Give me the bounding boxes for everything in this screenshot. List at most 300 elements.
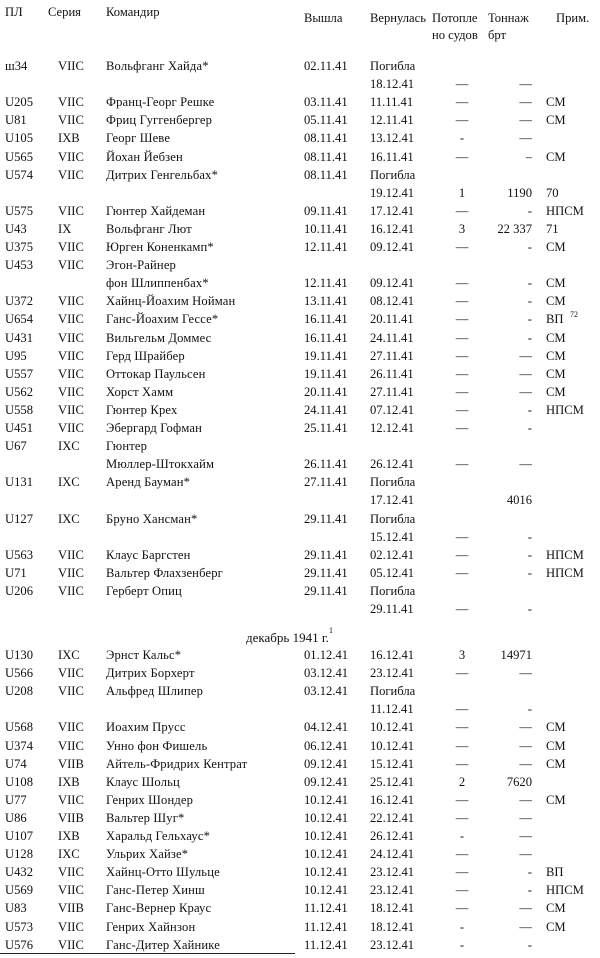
cell-ton: - [527,529,532,544]
table-row [0,292,600,310]
cell-sunk: — [455,77,469,92]
table-row [0,166,600,184]
cell-ser: VIIC [58,258,84,273]
cell-pl: U575 [5,203,33,218]
table-row [0,437,600,455]
cell-cmd: Франц-Георг Решке [106,95,215,110]
cell-ret: 18.12.41 [370,77,415,92]
cell-out: 29.11.41 [304,511,348,526]
cell-pl: U107 [5,829,33,843]
table-row [0,256,600,274]
cell-out: 10.11.41 [304,221,348,236]
table-row [0,93,600,111]
cell-cmd: Генрих Шондер [106,792,194,807]
cell-sunk: — [455,366,469,381]
cell-ton: — [519,113,532,128]
cell-ton: — [519,366,532,381]
cell-ton: — [519,457,532,472]
cell-sunk: — [455,402,469,417]
cell-cmd: Эрнст Кальс* [106,648,182,662]
cell-ret: 26.11.41 [370,366,414,381]
cell-out: 02.11.41 [304,59,348,73]
cell-pl: U43 [5,221,27,236]
table-row [0,473,600,491]
cell-out: 10.12.41 [304,792,349,807]
cell-note: СМ [546,113,566,128]
table-row [0,491,600,509]
header-commander: Командир [106,5,160,19]
cell-note: НПСМ [546,547,584,562]
cell-pl: U208 [5,684,33,699]
cell-cmd: Вальтер Флахзенберг [106,565,223,580]
cell-ser: IXC [58,475,80,490]
cell-ret: 25.12.41 [370,774,415,789]
cell-ret: 27.11.41 [370,348,414,363]
cell-ser: VIIC [58,240,84,254]
cell-ret: Погибла [370,684,416,699]
cell-pl: U81 [5,113,27,128]
cell-sunk: — [455,529,469,544]
table-row [0,238,600,256]
cell-sunk: - [459,131,465,146]
cell-out: 10.12.41 [304,865,349,880]
cell-ton: 7620 [506,774,532,789]
cell-out: 09.12.41 [304,774,349,789]
cell-cmd: Эбергард Гофман [106,421,202,435]
cell-out: 29.11.41 [304,565,348,580]
header-pl: ПЛ [5,5,23,19]
cell-ret: 18.12.41 [370,919,415,934]
cell-cmd: Айтель-Фридрих Кентрат [106,756,248,771]
cell-sunk: — [455,149,469,164]
cell-ser: VIIC [58,720,84,735]
cell-out: 10.12.41 [304,829,349,843]
cell-note: СМ [546,901,566,916]
cell-ser: VIIB [58,901,84,916]
cell-ret: 19.12.41 [370,185,415,200]
cell-sunk: — [455,312,469,327]
table-row [0,329,600,347]
table-row [0,546,600,564]
cell-ser: VIIC [58,95,84,110]
table-row [0,863,600,881]
table-row [0,755,600,773]
cell-cmd: Ульрих Хайзе* [106,847,189,862]
cell-ret: 15.12.41 [370,756,415,771]
table-row [0,184,600,202]
cell-cmd: Ганс-Дитер Хайнике [106,937,220,952]
table-row [0,528,600,546]
cell-note: 70 [546,185,559,200]
cell-ton: - [527,330,532,345]
cell-ton: — [519,348,532,363]
cell-note: СМ [546,384,566,399]
cell-note: СМ [546,738,566,753]
cell-sunk: — [455,457,469,472]
cell-ret: 20.11.41 [370,312,414,327]
cell-pl: U576 [5,937,33,952]
cell-ret: 10.12.41 [370,738,415,753]
cell-sunk: — [455,294,469,309]
cell-ret: 05.12.41 [370,565,415,580]
cell-out: 19.11.41 [304,348,348,363]
cell-ret: 26.12.41 [370,457,415,472]
cell-ser: VIIC [58,919,84,934]
cell-ret: 22.12.41 [370,810,415,825]
cell-ton: - [527,602,532,616]
header-series: Серия [48,5,81,19]
cell-ret: 27.11.41 [370,384,414,399]
cell-ton: - [527,937,532,952]
cell-cmd: Генрих Хайнзон [106,919,196,934]
cell-sunk: — [455,240,469,254]
cell-pl: U95 [5,348,27,363]
cell-ser: VIIC [58,330,84,345]
cell-ser: VIIC [58,883,84,898]
cell-note: 71 [546,221,559,236]
cell-ser: VIIC [58,312,84,327]
cell-out: 05.11.41 [304,113,348,128]
cell-ton: - [527,312,532,327]
cell-ret: 11.11.41 [370,95,414,110]
cell-ser: IXC [58,847,80,862]
table-row [0,202,600,220]
table-row [0,646,600,664]
cell-cmd: фон Шлиппенбах* [106,276,209,291]
cell-pl: U451 [5,421,33,435]
cell-ret: 29.11.41 [370,602,414,616]
cell-ret: 24.11.41 [370,330,414,345]
cell-out: 16.11.41 [304,312,348,327]
cell-ser: IX [58,221,72,236]
table-row [0,310,600,328]
cell-cmd: Йохан Йебзен [106,149,183,164]
cell-sunk: — [455,738,469,753]
cell-out: 06.12.41 [304,738,349,753]
cell-ton: — [519,829,532,843]
cell-sunk: — [455,720,469,735]
cell-ret: 23.12.41 [370,865,415,880]
cell-ton: - [527,276,532,291]
cell-sunk: — [455,95,469,110]
cell-sunk: — [455,421,469,435]
table-row [0,148,600,166]
cell-note: СМ [546,95,566,110]
table-row [0,881,600,899]
cell-ton: - [527,565,532,580]
cell-pl: U128 [5,847,33,862]
cell-cmd: Вальтер Шуг* [106,810,185,825]
cell-pl: U374 [5,738,33,753]
cell-cmd: Альфред Шлипер [106,684,204,699]
cell-sunk: — [455,547,469,562]
table-row [0,111,600,129]
table-row [0,718,600,736]
cell-out: 16.11.41 [304,330,348,345]
table-row [0,347,600,365]
cell-out: 25.11.41 [304,421,348,435]
cell-ser: VIIC [58,421,84,435]
cell-ton: - [527,421,532,435]
cell-out: 26.11.41 [304,457,348,472]
cell-cmd: Вольфганг Лют [106,221,192,236]
cell-pl: U375 [5,240,33,254]
cell-ret: Погибла [370,583,416,598]
cell-ret: 16.11.41 [370,149,414,164]
cell-ton: — [519,792,532,807]
table-row [0,57,600,75]
cell-note: ВП [546,865,564,880]
cell-ret: 09.12.41 [370,240,415,254]
cell-ton: - [527,865,532,880]
cell-ret: 18.12.41 [370,901,415,916]
cell-sunk: - [459,937,465,952]
cell-ser: VIIC [58,565,84,580]
cell-note: НПСМ [546,565,584,580]
cell-ton: — [519,720,532,735]
cell-ser: IXB [58,131,80,146]
table-row [0,510,600,528]
cell-cmd: Герберт Опиц [106,583,182,598]
cell-ret: 16.12.41 [370,792,415,807]
cell-pl: U105 [5,131,33,146]
cell-cmd: Харальд Гельхаус* [106,829,211,843]
cell-note: СМ [546,330,566,345]
cell-ton: 1190 [507,185,532,200]
cell-pl: U71 [5,565,27,580]
cell-cmd: Унно фон Фишель [106,738,208,753]
cell-ton: — [519,95,532,110]
cell-sunk: — [455,756,469,771]
cell-sunk: - [459,919,465,934]
cell-ret: Погибла [370,59,416,73]
cell-pl: U432 [5,865,33,880]
table-row [0,845,600,863]
cell-ret: 12.12.41 [370,421,415,435]
cell-ton: — [519,77,532,92]
cell-sunk: — [455,865,469,880]
cell-cmd: Вильгельм Доммес [106,330,212,345]
table-row [0,918,600,936]
cell-ret: 16.12.41 [370,648,415,662]
cell-note: СМ [546,348,566,363]
cell-pl: U557 [5,366,33,381]
cell-ser: VIIC [58,738,84,753]
cell-pl: U205 [5,95,33,110]
cell-note: СМ [546,756,566,771]
cell-cmd: Георг Шеве [106,131,171,146]
cell-out: 03.11.41 [304,95,348,110]
cell-ret: 13.12.41 [370,131,415,146]
cell-out: 12.11.41 [304,240,348,254]
table-row [0,383,600,401]
header-note: Прим. [556,11,590,25]
cell-note: ВП [546,312,564,327]
cell-ton: - [527,294,532,309]
cell-cmd: Клаус Шольц [106,774,180,789]
table-row [0,129,600,147]
cell-ton: - [527,402,532,417]
header-returned: Вернулась [370,11,426,25]
cell-cmd: Гюнтер Хайдеман [106,203,206,218]
header-sunk: Потоплено судов [432,11,478,42]
cell-ser: VIIC [58,167,84,182]
table-row [0,401,600,419]
table-row [0,700,600,718]
cell-sunk: — [455,810,469,825]
cell-cmd: Гюнтер [106,439,148,454]
cell-cmd: Хайнц-Отто Шульце [106,865,220,880]
cell-sunk: — [455,666,469,681]
cell-cmd: Хайнц-Йоахим Нойман [106,294,236,309]
cell-note: НПСМ [546,203,584,218]
cell-sunk: — [455,602,469,616]
cell-ser: VIIC [58,366,84,381]
cell-note: СМ [546,366,566,381]
cell-ser: VIIC [58,384,84,399]
cell-note: СМ [546,240,566,254]
cell-out: 13.11.41 [304,294,348,309]
cell-ret: 17.12.41 [370,493,415,508]
cell-note: СМ [546,919,566,934]
cell-out: 03.12.41 [304,666,349,681]
cell-ret: 16.12.41 [370,221,415,236]
cell-sunk: — [455,792,469,807]
table-row [0,75,600,93]
cell-ton: - [527,203,532,218]
cell-pl: U131 [5,475,33,490]
table-row [0,936,600,954]
cell-ton: — [519,738,532,753]
cell-pl: U206 [5,583,33,598]
cell-pl: U568 [5,720,33,735]
cell-ser: IXC [58,439,80,454]
cell-out: 10.12.41 [304,810,349,825]
cell-ret: 09.12.41 [370,276,415,291]
cell-ret: 10.12.41 [370,720,415,735]
table-row [0,899,600,917]
section-title: декабрь 1941 г.$^1$ [246,626,333,645]
cell-ret: 11.12.41 [370,702,414,717]
cell-out: 11.12.41 [304,919,348,934]
cell-note: СМ [546,276,566,291]
cell-out: 01.12.41 [304,648,349,662]
cell-cmd: Ганс-Вернер Краус [106,901,212,916]
table-row [0,773,600,791]
cell-ret: 23.12.41 [370,883,415,898]
cell-ser: VIIC [58,203,84,218]
cell-note: СМ [546,294,566,309]
cell-cmd: Мюллер-Штокхайм [106,457,215,472]
table-row [0,737,600,755]
cell-ret: 07.12.41 [370,402,415,417]
cell-ser: VIIC [58,547,84,562]
cell-cmd: Ганс-Йоахим Гессе* [106,312,219,327]
cell-out: 12.11.41 [304,276,348,291]
table-row [0,274,600,292]
table-row [0,809,600,827]
cell-pl: U130 [5,648,33,662]
cell-sunk: — [455,883,469,898]
cell-sunk: — [455,330,469,345]
cell-cmd: Клаус Баргстен [106,547,191,562]
cell-ton: - [527,883,532,898]
cell-ret: 26.12.41 [370,829,415,843]
cell-ton: — [519,901,532,916]
cell-sunk: — [455,702,469,717]
cell-cmd: Ганс-Петер Хинш [106,883,205,898]
cell-ton: 4016 [506,493,532,508]
cell-out: 27.11.41 [304,475,348,490]
table-row [0,220,600,238]
cell-pl: U563 [5,547,33,562]
cell-out: 04.12.41 [304,720,349,735]
cell-ser: VIIC [58,348,84,363]
cell-sunk: 1 [458,185,466,200]
cell-ret: 02.12.41 [370,547,415,562]
cell-out: 03.12.41 [304,684,349,699]
cell-ton: — [519,847,532,862]
cell-ser: VIIC [58,937,84,952]
cell-sunk: 2 [458,774,466,789]
cell-sunk: — [455,901,469,916]
table-row [0,791,600,809]
header-tonnage: Тоннаж брт [488,11,529,42]
cell-pl: U573 [5,919,33,934]
table-row [0,664,600,682]
table-row [0,582,600,600]
cell-ret: Погибла [370,475,416,490]
cell-ser: VIIC [58,113,84,128]
table-row [0,365,600,383]
cell-ton: — [519,666,532,681]
cell-ret: 23.12.41 [370,937,415,952]
cell-ton: 22 337 [497,221,532,236]
cell-cmd: Бруно Хансман* [106,511,198,526]
cell-ton: — [519,810,532,825]
cell-ser: IXC [58,511,80,526]
cell-ret: 24.12.41 [370,847,415,862]
cell-cmd: Дитрих Генгельбах* [106,167,219,182]
cell-cmd: Эгон-Райнер [106,258,177,273]
table-row [0,827,600,845]
cell-pl: U569 [5,883,33,898]
cell-out: 09.11.41 [304,203,348,218]
cell-pl: U558 [5,402,33,417]
cell-ser: IXC [58,648,80,662]
cell-cmd: Гюнтер Крех [106,402,178,417]
cell-out: 09.12.41 [304,756,349,771]
cell-out: 08.11.41 [304,167,348,182]
cell-ser: VIIC [58,294,84,309]
cell-ser: VIIC [58,684,84,699]
cell-pl: U86 [5,810,27,825]
cell-pl: ш34 [5,59,28,73]
cell-sunk: — [455,276,469,291]
table-row [0,455,600,473]
cell-sunk: — [455,384,469,399]
cell-ton: 14971 [500,648,532,662]
cell-ser: VIIC [58,402,84,417]
cell-out: 11.12.41 [304,901,348,916]
cell-out: 29.11.41 [304,547,348,562]
cell-out: 10.12.41 [304,883,349,898]
cell-ton: - [527,702,532,717]
cell-note: СМ [546,792,566,807]
cell-ton: - [527,547,532,562]
cell-cmd: Иоахим Прусс [106,720,186,735]
cell-out: 10.12.41 [304,847,349,862]
